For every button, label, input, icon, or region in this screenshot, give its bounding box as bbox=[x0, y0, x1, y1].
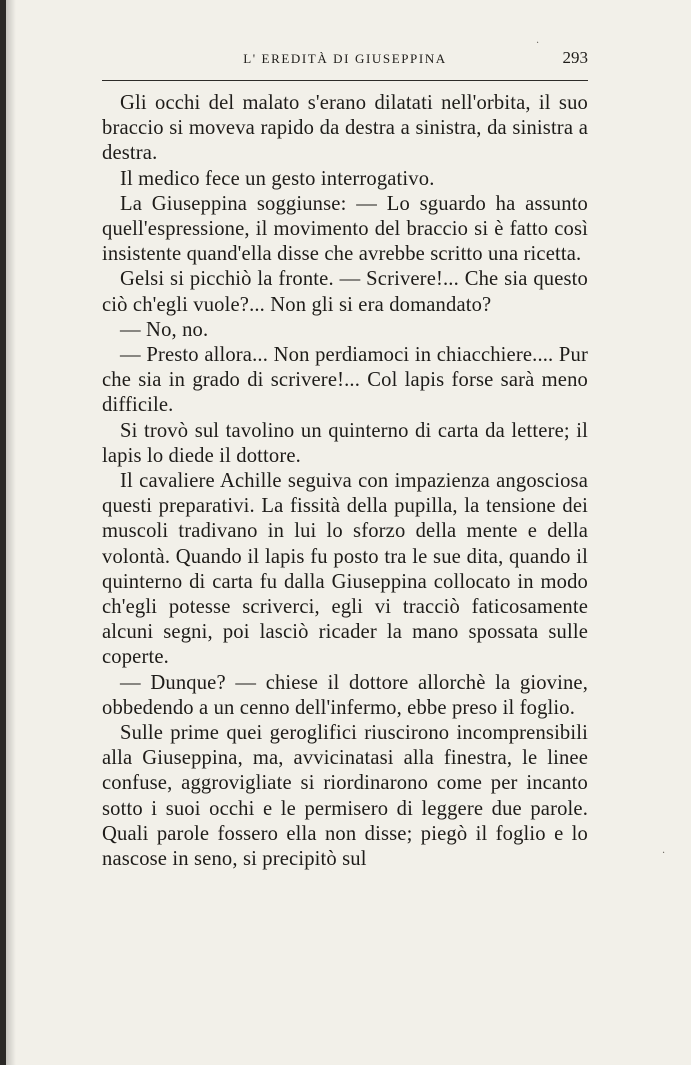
paragraph: La Giuseppina soggiunse: — Lo sguardo ha assunto quell'espressione, il movimento del braccio si è fatto così insistente quand'ella disse che avrebbe scritto una ricetta. bbox=[102, 192, 588, 266]
running-header bbox=[102, 49, 588, 73]
body-text bbox=[102, 91, 588, 872]
paragraph: Il medico fece un gesto interrogativo. bbox=[120, 167, 435, 190]
margin-speck: · bbox=[536, 38, 540, 49]
header-rule bbox=[102, 80, 588, 81]
paragraph: — Presto allora... Non perdiamoci in chiacchiere.... Pur che sia in grado di scrivere!... Col lapis forse sarà meno difficile. bbox=[102, 344, 588, 417]
paragraph: Sulle prime quei geroglifici riuscirono incomprensibili alla Giuseppina, ma, avvicinatasi alla finestra, le linee confuse, aggrovigliate si riordinarono come per incanto sotto i suoi occhi e le permisero di leggere due parole. Quali parole fossero ella non disse; piegò il foglio e lo nascose in seno, si precipitò sul bbox=[102, 722, 588, 871]
paragraph: Gli occhi del malato s'erano dilatati nell'orbita, il suo braccio si moveva rapido da destra a sinistra, da sinistra a destra. bbox=[102, 92, 588, 165]
paragraph: Si trovò sul tavolino un quinterno di carta da lettere; il lapis lo diede il dottore. bbox=[102, 419, 588, 467]
running-title: L' EREDITÀ DI GIUSEPPINA bbox=[243, 51, 447, 66]
page-binding-shadow bbox=[6, 0, 16, 1065]
paragraph: Il cavaliere Achille seguiva con impazienza angosciosa questi preparativi. La fissità della pupilla, la tensione dei muscoli tradivano in lui lo sforzo della mente e della volontà. Quando il lapis fu posto tra le sue dita, quando il quinterno di carta fu dalla Giuseppina collocato in modo ch'egli potesse scriverci, egli vi tracciò faticosamente alcuni segni, poi lasciò ricader la mano spossata sulle coperte. bbox=[102, 470, 588, 669]
page-number: 293 bbox=[562, 48, 588, 67]
margin-speck: · bbox=[662, 848, 666, 859]
paragraph: — Dunque? — chiese il dottore allorchè la giovine, obbedendo a un cenno dell'infermo, ebbe preso il foglio. bbox=[102, 671, 588, 719]
paragraph: Gelsi si picchiò la fronte. — Scrivere!... Che sia questo ciò ch'egli vuole?... Non gli si era domandato? bbox=[102, 268, 588, 316]
paragraph: — No, no. bbox=[120, 318, 209, 341]
